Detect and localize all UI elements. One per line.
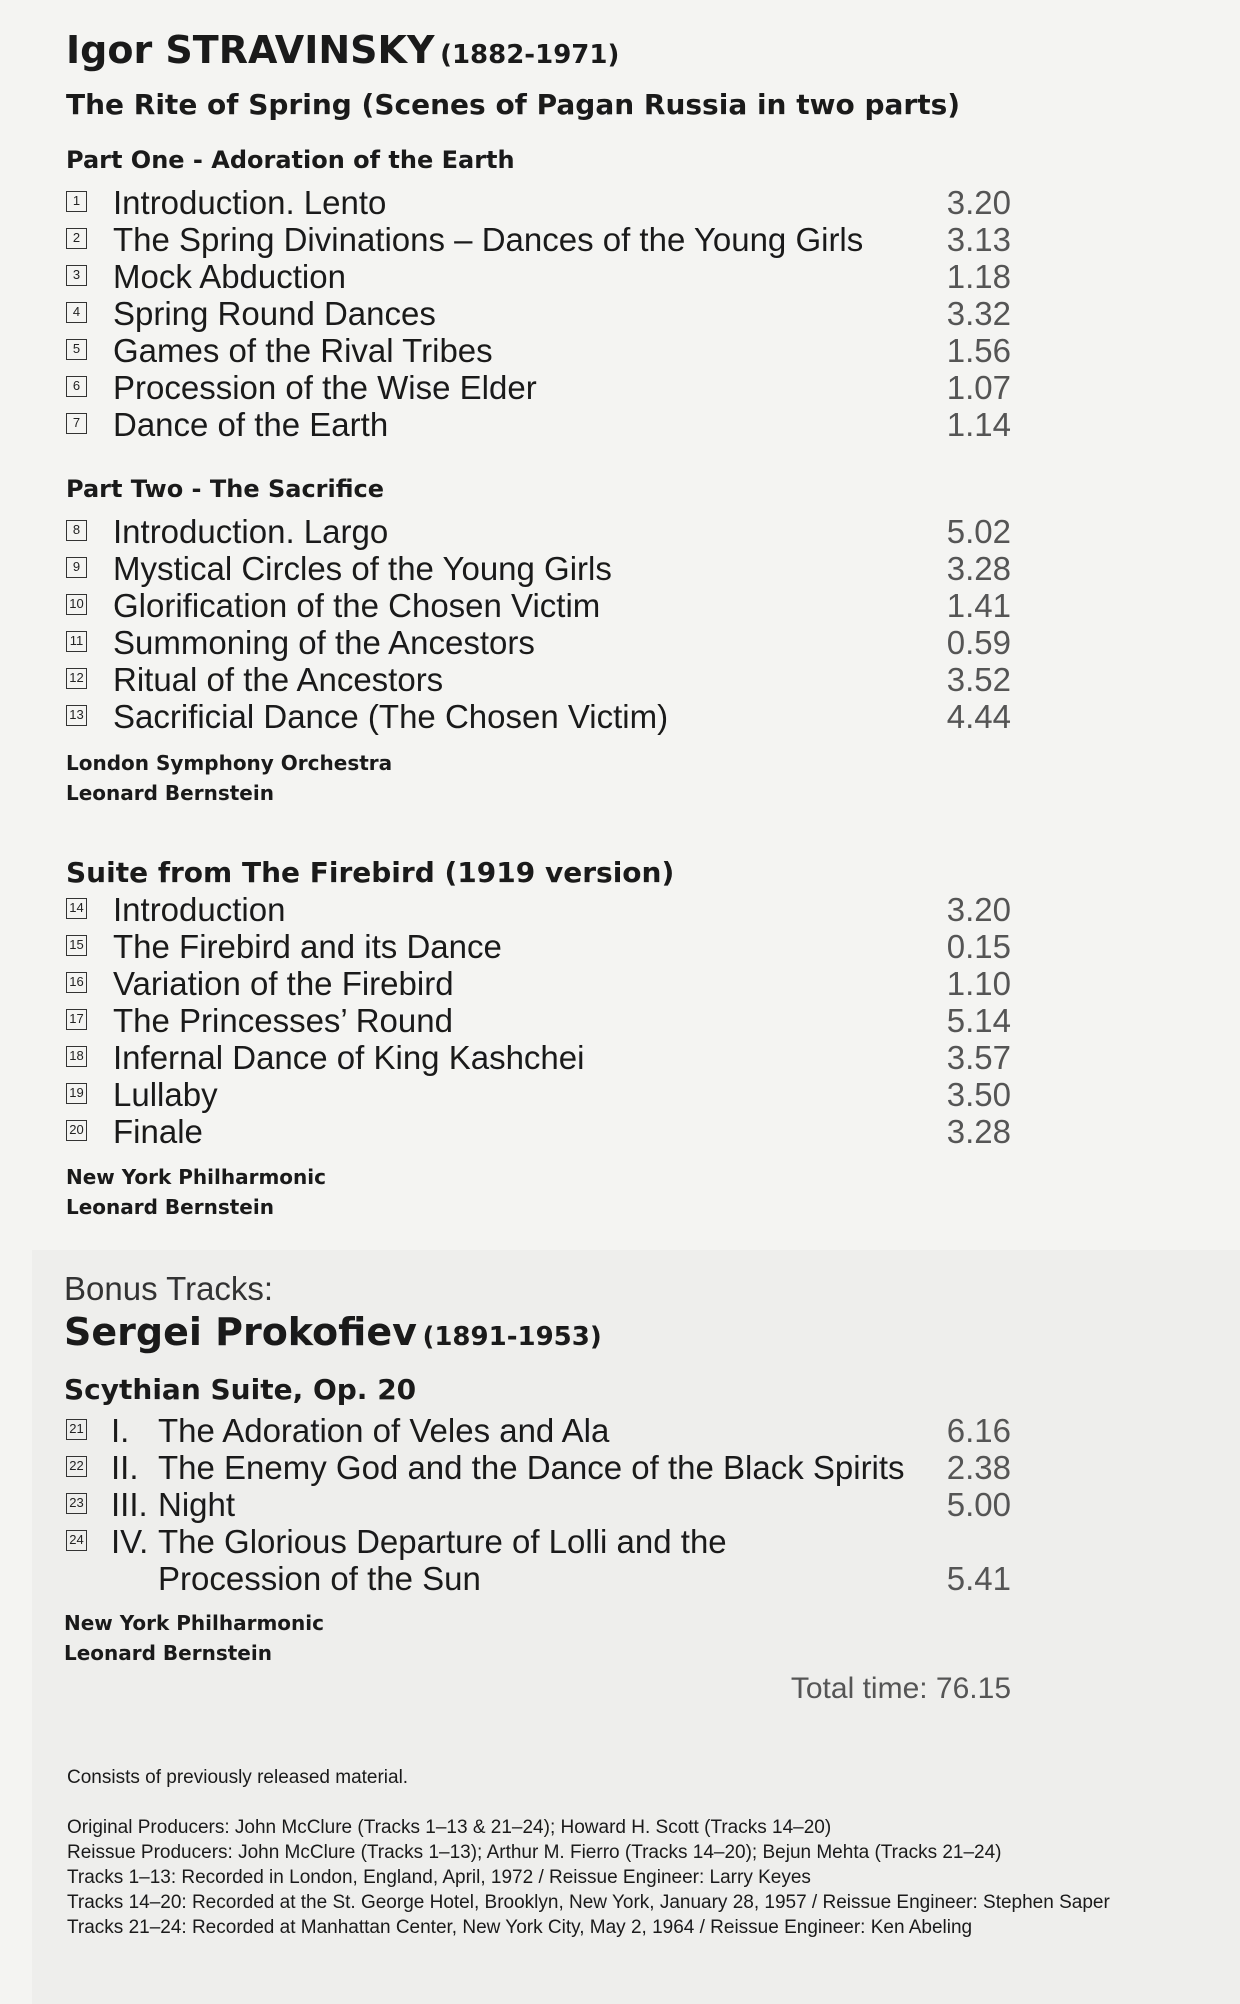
track-duration: 1.41 bbox=[946, 587, 1011, 624]
track-row bbox=[66, 587, 1011, 624]
track-number: 17 bbox=[66, 1009, 87, 1030]
track-title: Glorification of the Chosen Victim bbox=[113, 587, 601, 624]
track-duration: 3.20 bbox=[946, 891, 1011, 928]
bonus-label: Bonus Tracks: bbox=[64, 1270, 274, 1307]
track-row bbox=[66, 295, 1011, 332]
track-number: 14 bbox=[66, 898, 87, 919]
movement-numeral: I. bbox=[111, 1412, 130, 1449]
track-number: 5 bbox=[66, 339, 87, 360]
track-title: The Firebird and its Dance bbox=[113, 928, 502, 965]
orchestra-name: New York Philharmonic bbox=[66, 1165, 326, 1189]
composer-dates: (1882-1971) bbox=[440, 40, 620, 70]
composer-heading bbox=[64, 1310, 602, 1354]
track-title: The Enemy God and the Dance of the Black Spirits bbox=[158, 1449, 905, 1486]
composer-name: Sergei Prokofiev bbox=[64, 1310, 417, 1354]
composer-name: Igor STRAVINSKY bbox=[66, 28, 435, 72]
track-row bbox=[66, 698, 1011, 735]
track-duration: 5.02 bbox=[946, 513, 1011, 550]
track-row bbox=[66, 891, 1011, 928]
track-row bbox=[66, 1113, 1011, 1150]
track-title: Variation of the Firebird bbox=[113, 965, 454, 1002]
track-number: 8 bbox=[66, 520, 87, 541]
track-title: Spring Round Dances bbox=[113, 295, 436, 332]
track-title: The Adoration of Veles and Ala bbox=[158, 1412, 610, 1449]
track-title: The Princesses’ Round bbox=[113, 1002, 453, 1039]
movement-numeral: II. bbox=[111, 1449, 139, 1486]
track-title: Procession of the Wise Elder bbox=[113, 369, 537, 406]
track-title: Sacrificial Dance (The Chosen Victim) bbox=[113, 698, 669, 735]
credit-line: Original Producers: John McClure (Tracks 1–13 & 21–24); Howard H. Scott (Tracks 14–20) bbox=[67, 1817, 832, 1838]
track-duration: 1.56 bbox=[946, 332, 1011, 369]
total-time: Total time: 76.15 bbox=[790, 1672, 1011, 1705]
track-title: Ritual of the Ancestors bbox=[113, 661, 444, 698]
track-title: The Glorious Departure of Lolli and the bbox=[158, 1523, 727, 1560]
track-title-continuation: Procession of the Sun bbox=[158, 1560, 481, 1597]
track-number: 9 bbox=[66, 557, 87, 578]
track-row bbox=[66, 1412, 1011, 1449]
composer-heading bbox=[66, 28, 619, 72]
track-title: Mystical Circles of the Young Girls bbox=[113, 550, 612, 587]
notes-consists: Consists of previously released material. bbox=[67, 1767, 409, 1788]
performers bbox=[64, 1608, 324, 1668]
credit-line: Tracks 14–20: Recorded at the St. George Hotel, Brooklyn, New York, January 28, 1957 / Reissue Engineer: Stephen Saper bbox=[67, 1892, 1110, 1913]
track-number: 20 bbox=[66, 1120, 87, 1141]
track-title: The Spring Divinations – Dances of the Young Girls bbox=[113, 221, 864, 258]
track-number: 11 bbox=[66, 631, 87, 652]
track-row bbox=[66, 661, 1011, 698]
track-row bbox=[66, 1523, 1011, 1560]
part-title: Part Two - The Sacrifice bbox=[66, 475, 385, 503]
performers bbox=[66, 1162, 326, 1222]
track-row bbox=[66, 550, 1011, 587]
work-title: Scythian Suite, Op. 20 bbox=[64, 1373, 417, 1406]
track-row bbox=[66, 513, 1011, 550]
track-duration: 3.57 bbox=[946, 1039, 1011, 1076]
track-number: 13 bbox=[66, 705, 87, 726]
track-duration: 5.14 bbox=[946, 1002, 1011, 1039]
track-number: 24 bbox=[66, 1530, 87, 1551]
track-number: 6 bbox=[66, 376, 87, 397]
track-number: 10 bbox=[66, 594, 87, 615]
track-duration: 1.14 bbox=[946, 406, 1011, 443]
track-title: Night bbox=[158, 1486, 236, 1523]
conductor-name: Leonard Bernstein bbox=[64, 1641, 272, 1665]
track-duration: 3.28 bbox=[946, 1113, 1011, 1150]
track-number: 7 bbox=[66, 413, 87, 434]
track-row bbox=[66, 1039, 1011, 1076]
track-number: 12 bbox=[66, 668, 87, 689]
track-title: Games of the Rival Tribes bbox=[113, 332, 493, 369]
credit-line: Tracks 21–24: Recorded at Manhattan Center, New York City, May 2, 1964 / Reissue Engineer: Ken Abeling bbox=[67, 1917, 973, 1938]
track-row bbox=[66, 406, 1011, 443]
track-title: Summoning of the Ancestors bbox=[113, 624, 535, 661]
track-row bbox=[66, 624, 1011, 661]
track-title: Introduction. Lento bbox=[113, 184, 387, 221]
track-number: 16 bbox=[66, 972, 87, 993]
composer-dates: (1891-1953) bbox=[422, 1322, 602, 1352]
track-title: Introduction. Largo bbox=[113, 513, 389, 550]
track-row-continuation bbox=[66, 1560, 1011, 1597]
track-number: 2 bbox=[66, 228, 87, 249]
track-duration: 3.52 bbox=[946, 661, 1011, 698]
part-title: Part One - Adoration of the Earth bbox=[66, 146, 515, 174]
track-row bbox=[66, 221, 1011, 258]
track-row bbox=[66, 369, 1011, 406]
track-row bbox=[66, 1449, 1011, 1486]
track-title: Lullaby bbox=[113, 1076, 218, 1113]
track-title: Finale bbox=[113, 1113, 203, 1150]
track-row bbox=[66, 1486, 1011, 1523]
track-duration: 3.32 bbox=[946, 295, 1011, 332]
track-duration: 4.44 bbox=[946, 698, 1011, 735]
track-duration: 3.28 bbox=[946, 550, 1011, 587]
conductor-name: Leonard Bernstein bbox=[66, 781, 274, 805]
track-duration: 2.38 bbox=[946, 1449, 1011, 1486]
track-title: Dance of the Earth bbox=[113, 406, 389, 443]
conductor-name: Leonard Bernstein bbox=[66, 1195, 274, 1219]
credit-line: Reissue Producers: John McClure (Tracks 1–13); Arthur M. Fierro (Tracks 14–20); Bejun Mehta (Tracks 21–24) bbox=[67, 1842, 1002, 1863]
track-duration: 5.00 bbox=[946, 1486, 1011, 1523]
track-duration: 1.07 bbox=[946, 369, 1011, 406]
track-number: 22 bbox=[66, 1456, 87, 1477]
track-duration: 0.59 bbox=[946, 624, 1011, 661]
track-number: 23 bbox=[66, 1493, 87, 1514]
track-duration: 5.41 bbox=[946, 1560, 1011, 1597]
track-number: 15 bbox=[66, 935, 87, 956]
orchestra-name: New York Philharmonic bbox=[64, 1611, 324, 1635]
work-title: The Rite of Spring (Scenes of Pagan Russia in two parts) bbox=[66, 88, 961, 121]
credit-line: Tracks 1–13: Recorded in London, England, April, 1972 / Reissue Engineer: Larry Keyes bbox=[67, 1867, 811, 1888]
track-number: 3 bbox=[66, 265, 87, 286]
track-duration: 3.20 bbox=[946, 184, 1011, 221]
track-duration: 3.13 bbox=[946, 221, 1011, 258]
track-row bbox=[66, 928, 1011, 965]
track-duration: 6.16 bbox=[946, 1412, 1011, 1449]
track-duration: 1.10 bbox=[946, 965, 1011, 1002]
track-number: 4 bbox=[66, 302, 87, 323]
movement-numeral: IV. bbox=[111, 1523, 149, 1560]
orchestra-name: London Symphony Orchestra bbox=[66, 751, 393, 775]
track-duration: 0.15 bbox=[946, 928, 1011, 965]
track-row bbox=[66, 258, 1011, 295]
track-title: Infernal Dance of King Kashchei bbox=[113, 1039, 585, 1076]
performers bbox=[66, 748, 392, 808]
track-number: 18 bbox=[66, 1046, 87, 1067]
track-number: 1 bbox=[66, 191, 87, 212]
track-row bbox=[66, 332, 1011, 369]
credits-block bbox=[67, 1815, 1110, 1940]
track-number: 21 bbox=[66, 1419, 87, 1440]
track-title: Mock Abduction bbox=[113, 258, 346, 295]
work-title: Suite from The Firebird (1919 version) bbox=[66, 856, 675, 889]
track-row bbox=[66, 1076, 1011, 1113]
track-title: Introduction bbox=[113, 891, 286, 928]
track-number: 19 bbox=[66, 1083, 87, 1104]
track-row bbox=[66, 965, 1011, 1002]
track-duration: 3.50 bbox=[946, 1076, 1011, 1113]
track-row bbox=[66, 1002, 1011, 1039]
track-row bbox=[66, 184, 1011, 221]
track-duration: 1.18 bbox=[946, 258, 1011, 295]
movement-numeral: III. bbox=[111, 1486, 148, 1523]
